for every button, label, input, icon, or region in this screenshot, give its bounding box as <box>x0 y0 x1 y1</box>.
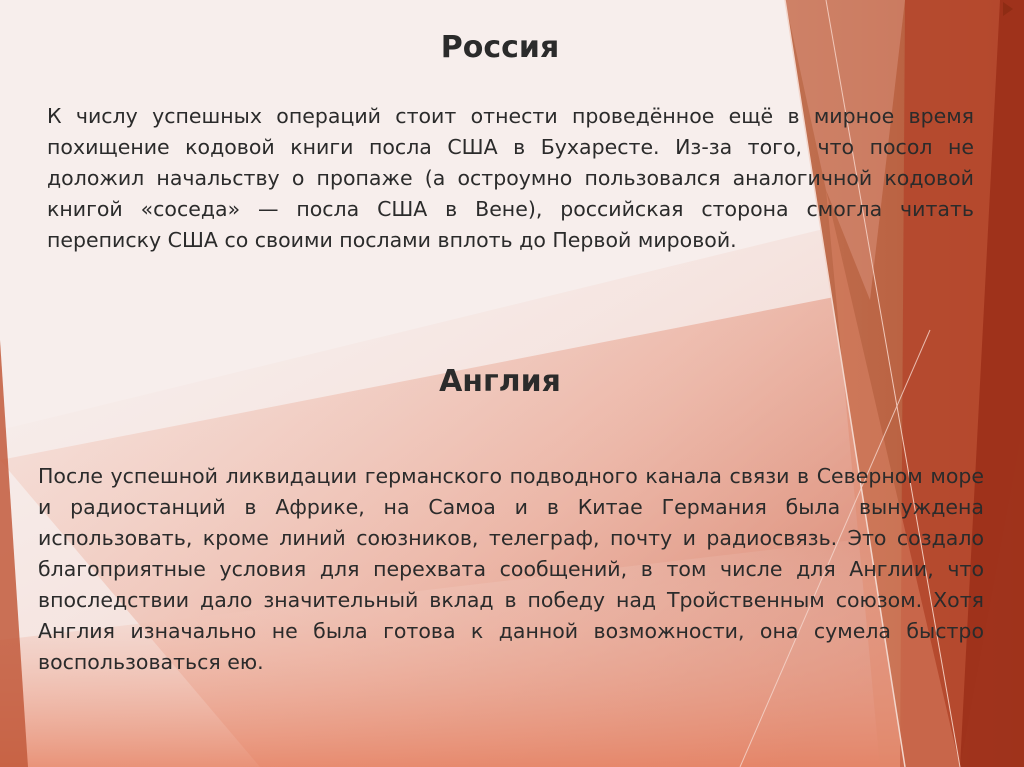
section-title-russia: Россия <box>440 30 560 65</box>
section-text-russia: К числу успешных операций стоит отнести проведённое ещё в мирное время похищение кодовой книги посла США в Бухаресте. Из-за того, что посол не доложил начальству о пропаже (а остроумно пользовался аналогичной кодовой книгой «соседа» — посла США в Вене), российская сторона смогла читать переписку США со своими послами вплоть до Первой мировой. <box>47 104 974 252</box>
section-title-england: Англия <box>439 364 561 399</box>
section-text-england: После успешной ликвидации германского подводного канала связи в Северном море и радиостанций в Африке, на Самоа и в Китае Германия была вынуждена использовать, кроме линий союзников, телеграф, почту и радиосвязь. Это создало благоприятные условия для перехвата сообщений, в том числе для Англии, что впоследствии дало значительный вклад в победу над Тройственным союзом. Хотя Англия изначально не была готова к данной возможности, она сумела быстро воспользоваться ею. <box>38 464 984 674</box>
